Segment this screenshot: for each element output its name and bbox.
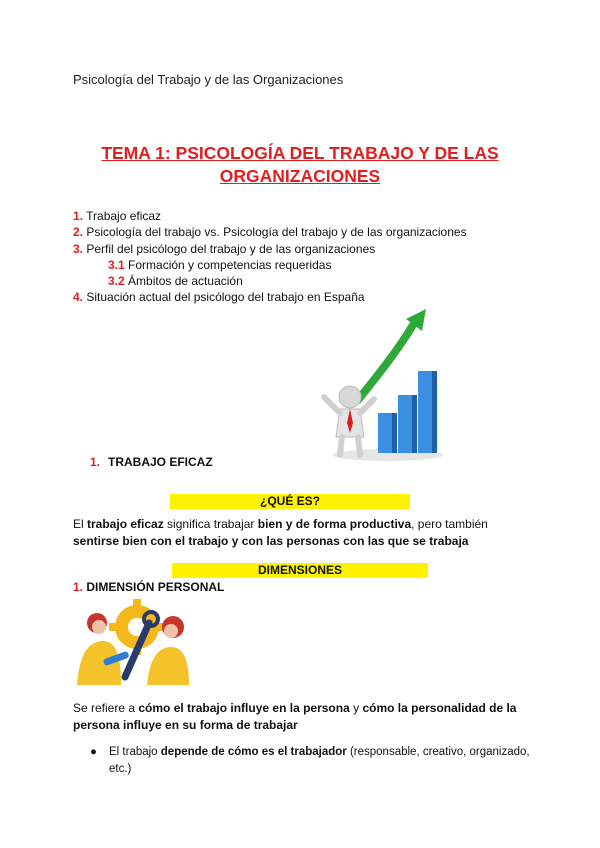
toc-item: 3. Perfil del psicólogo del trabajo y de las organizaciones	[73, 241, 376, 256]
toc-item: 4. Situación actual del psicólogo del trabajo en España	[73, 290, 365, 305]
document-header: Psicología del Trabajo y de las Organizaciones	[73, 72, 344, 87]
growth-chart-icon	[318, 305, 450, 465]
definition-paragraph: El trabajo eficaz significa trabajar bien y de forma productiva, pero también sentirse bien con el trabajo y con las personas con las que se trabaja	[73, 517, 488, 548]
table-of-contents	[73, 208, 467, 306]
toc-subitem: 3.2 Ámbitos de actuación	[108, 274, 243, 289]
refers-paragraph: Se refiere a cómo el trabajo influye en la persona y cómo la personalidad de la persona influye en su forma de trabajar	[73, 701, 517, 732]
title-line-2: ORGANIZACIONES	[219, 166, 381, 186]
highlight-dimensiones: DIMENSIONES	[172, 563, 428, 578]
toc-item: 1. Trabajo eficaz	[73, 209, 162, 223]
list-item: ● El trabajo depende de cómo es el trabajador (responsable, creativo, organizado, etc.)	[90, 746, 530, 775]
toc-item: 2. Psicología del trabajo vs. Psicología del trabajo y de las organizaciones	[73, 225, 467, 240]
highlight-que-es: ¿QUÉ ES?	[170, 494, 410, 509]
title-line-1: TEMA 1: PSICOLOGÍA DEL TRABAJO Y DE LAS	[101, 143, 499, 163]
toc-subitem: 3.1 Formación y competencias requeridas	[108, 257, 332, 272]
section-heading-trabajo-eficaz: 1. TRABAJO EFICAZ	[90, 455, 213, 469]
page-title	[60, 142, 540, 188]
teamwork-gear-icon	[73, 597, 191, 685]
bullet-dot: ●	[90, 746, 97, 758]
dimension-personal-heading: 1. DIMENSIÓN PERSONAL	[73, 580, 225, 594]
